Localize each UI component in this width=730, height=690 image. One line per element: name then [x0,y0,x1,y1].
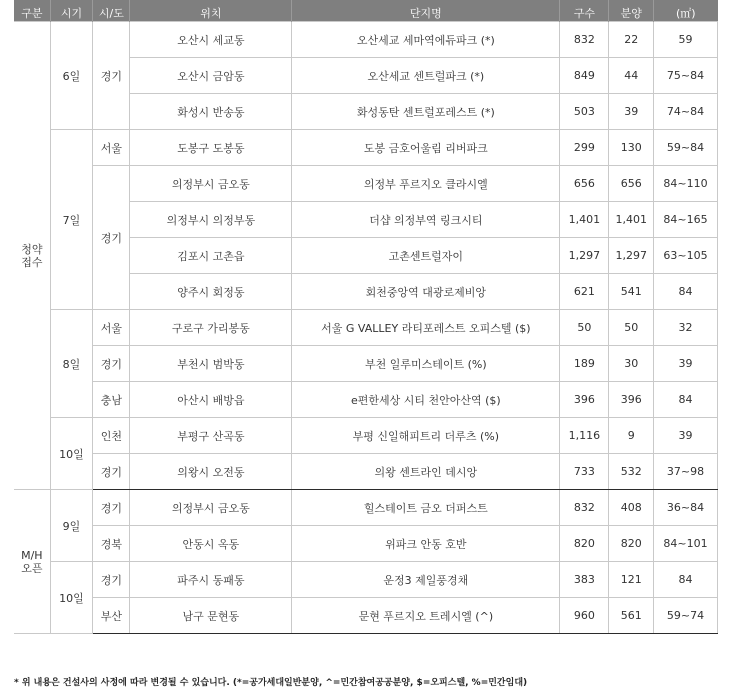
group-label-line2: 오픈 [21,561,43,575]
sale-units-cell: 9 [609,418,654,454]
header-area: (㎡) [654,0,718,22]
table-row [14,454,718,490]
location-cell: 안동시 옥동 [130,526,292,562]
table-row [14,130,718,166]
sale-units-cell: 396 [609,382,654,418]
day-cell: 10일 [50,418,93,490]
total-units-cell: 50 [560,310,609,346]
area-cell: 39 [654,418,718,454]
region-cell: 충남 [93,382,130,418]
sale-units-cell: 1,401 [609,202,654,238]
complex-name-cell: 오산세교 센트럴파크 (*) [292,58,560,94]
area-cell: 84 [654,562,718,598]
total-units-cell: 656 [560,166,609,202]
area-cell: 39 [654,346,718,382]
area-cell: 32 [654,310,718,346]
sale-units-cell: 561 [609,598,654,634]
table-row [14,310,718,346]
complex-name-cell: 문현 푸르지오 트레시엘 (^) [292,598,560,634]
region-cell: 서울 [93,130,130,166]
group-cell-model-house [14,490,50,634]
total-units-cell: 189 [560,346,609,382]
sale-units-cell: 50 [609,310,654,346]
header-category: 구분 [14,0,50,22]
complex-name-cell: 부천 일루미스테이트 (%) [292,346,560,382]
area-cell: 37~98 [654,454,718,490]
area-cell: 36~84 [654,490,718,526]
table-row [14,490,718,526]
complex-name-cell: 위파크 안동 호반 [292,526,560,562]
location-cell: 도봉구 도봉동 [130,130,292,166]
total-units-cell: 1,401 [560,202,609,238]
day-cell: 7일 [50,130,93,310]
total-units-cell: 849 [560,58,609,94]
total-units-cell: 733 [560,454,609,490]
complex-name-cell: 오산세교 세마역에듀파크 (*) [292,22,560,58]
day-cell: 8일 [50,310,93,418]
area-cell: 84~165 [654,202,718,238]
table-row [14,346,718,382]
apartment-schedule-table [14,0,718,634]
header-location: 위치 [130,0,292,22]
area-cell: 75~84 [654,58,718,94]
area-cell: 84 [654,274,718,310]
sale-units-cell: 30 [609,346,654,382]
total-units-cell: 820 [560,526,609,562]
header-period: 시기 [50,0,93,22]
group-cell-subscription [14,22,50,490]
area-cell: 74~84 [654,94,718,130]
sale-units-cell: 44 [609,58,654,94]
location-cell: 양주시 회정동 [130,274,292,310]
group-label-line1: M/H [21,548,43,562]
footnote: * 위 내용은 건설사의 사정에 따라 변경될 수 있습니다. (*=공가세대일반분양, ^=민간참여공공분양, $=오피스텔, %=민간임대) [14,678,528,688]
location-cell: 오산시 세교동 [130,22,292,58]
group-label-line1: 청약 [21,242,43,256]
total-units-cell: 960 [560,598,609,634]
location-cell: 의정부시 금오동 [130,166,292,202]
location-cell: 의정부시 금오동 [130,490,292,526]
region-cell: 인천 [93,418,130,454]
area-cell: 84~101 [654,526,718,562]
header-total-units: 구수 [560,0,609,22]
sale-units-cell: 532 [609,454,654,490]
area-cell: 84 [654,382,718,418]
total-units-cell: 383 [560,562,609,598]
header-region: 시/도 [93,0,130,22]
complex-name-cell: 고촌센트럴자이 [292,238,560,274]
sale-units-cell: 541 [609,274,654,310]
location-cell: 김포시 고촌읍 [130,238,292,274]
location-cell: 부천시 범박동 [130,346,292,382]
region-cell: 경기 [93,562,130,598]
group-label-line2: 접수 [21,255,43,269]
total-units-cell: 1,116 [560,418,609,454]
sale-units-cell: 39 [609,94,654,130]
complex-name-cell: 의왕 센트라인 데시앙 [292,454,560,490]
region-cell: 경기 [93,166,130,310]
complex-name-cell: 도봉 금호어울림 리버파크 [292,130,560,166]
region-cell: 경기 [93,346,130,382]
sale-units-cell: 22 [609,22,654,58]
total-units-cell: 299 [560,130,609,166]
area-cell: 59 [654,22,718,58]
location-cell: 의왕시 오전동 [130,454,292,490]
header-complex-name: 단지명 [292,0,560,22]
region-cell: 경북 [93,526,130,562]
region-cell: 경기 [93,454,130,490]
sale-units-cell: 820 [609,526,654,562]
complex-name-cell: 더샵 의정부역 링크시티 [292,202,560,238]
region-cell: 서울 [93,310,130,346]
total-units-cell: 1,297 [560,238,609,274]
location-cell: 부평구 산곡동 [130,418,292,454]
total-units-cell: 832 [560,22,609,58]
total-units-cell: 832 [560,490,609,526]
complex-name-cell: 화성동탄 센트럴포레스트 (*) [292,94,560,130]
complex-name-cell: 의정부 푸르지오 클라시엘 [292,166,560,202]
header-sale-units: 분양 [609,0,654,22]
sale-units-cell: 656 [609,166,654,202]
region-cell: 경기 [93,490,130,526]
area-cell: 59~84 [654,130,718,166]
complex-name-cell: 힐스테이트 금오 더퍼스트 [292,490,560,526]
location-cell: 파주시 동패동 [130,562,292,598]
location-cell: 오산시 금암동 [130,58,292,94]
region-cell: 부산 [93,598,130,634]
total-units-cell: 396 [560,382,609,418]
table-row [14,382,718,418]
table-row [14,166,718,202]
total-units-cell: 503 [560,94,609,130]
area-cell: 84~110 [654,166,718,202]
location-cell: 아산시 배방읍 [130,382,292,418]
complex-name-cell: 서울 G VALLEY 라티포레스트 오피스텔 ($) [292,310,560,346]
table-row [14,562,718,598]
table-row [14,526,718,562]
location-cell: 구로구 가리봉동 [130,310,292,346]
table-header-row [14,0,718,22]
day-cell: 9일 [50,490,93,562]
complex-name-cell: 운정3 제일풍경채 [292,562,560,598]
complex-name-cell: 부평 신일해피트리 더루츠 (%) [292,418,560,454]
sale-units-cell: 130 [609,130,654,166]
day-cell: 6일 [50,22,93,130]
region-cell: 경기 [93,22,130,130]
area-cell: 63~105 [654,238,718,274]
location-cell: 화성시 반송동 [130,94,292,130]
location-cell: 남구 문현동 [130,598,292,634]
table-row [14,418,718,454]
complex-name-cell: e편한세상 시티 천안아산역 ($) [292,382,560,418]
sale-units-cell: 408 [609,490,654,526]
sale-units-cell: 121 [609,562,654,598]
location-cell: 의정부시 의정부동 [130,202,292,238]
sale-units-cell: 1,297 [609,238,654,274]
complex-name-cell: 회천중앙역 대광로제비앙 [292,274,560,310]
table-row [14,598,718,634]
total-units-cell: 621 [560,274,609,310]
schedule-table-wrapper [14,0,718,634]
area-cell: 59~74 [654,598,718,634]
day-cell: 10일 [50,562,93,634]
table-row [14,22,718,58]
